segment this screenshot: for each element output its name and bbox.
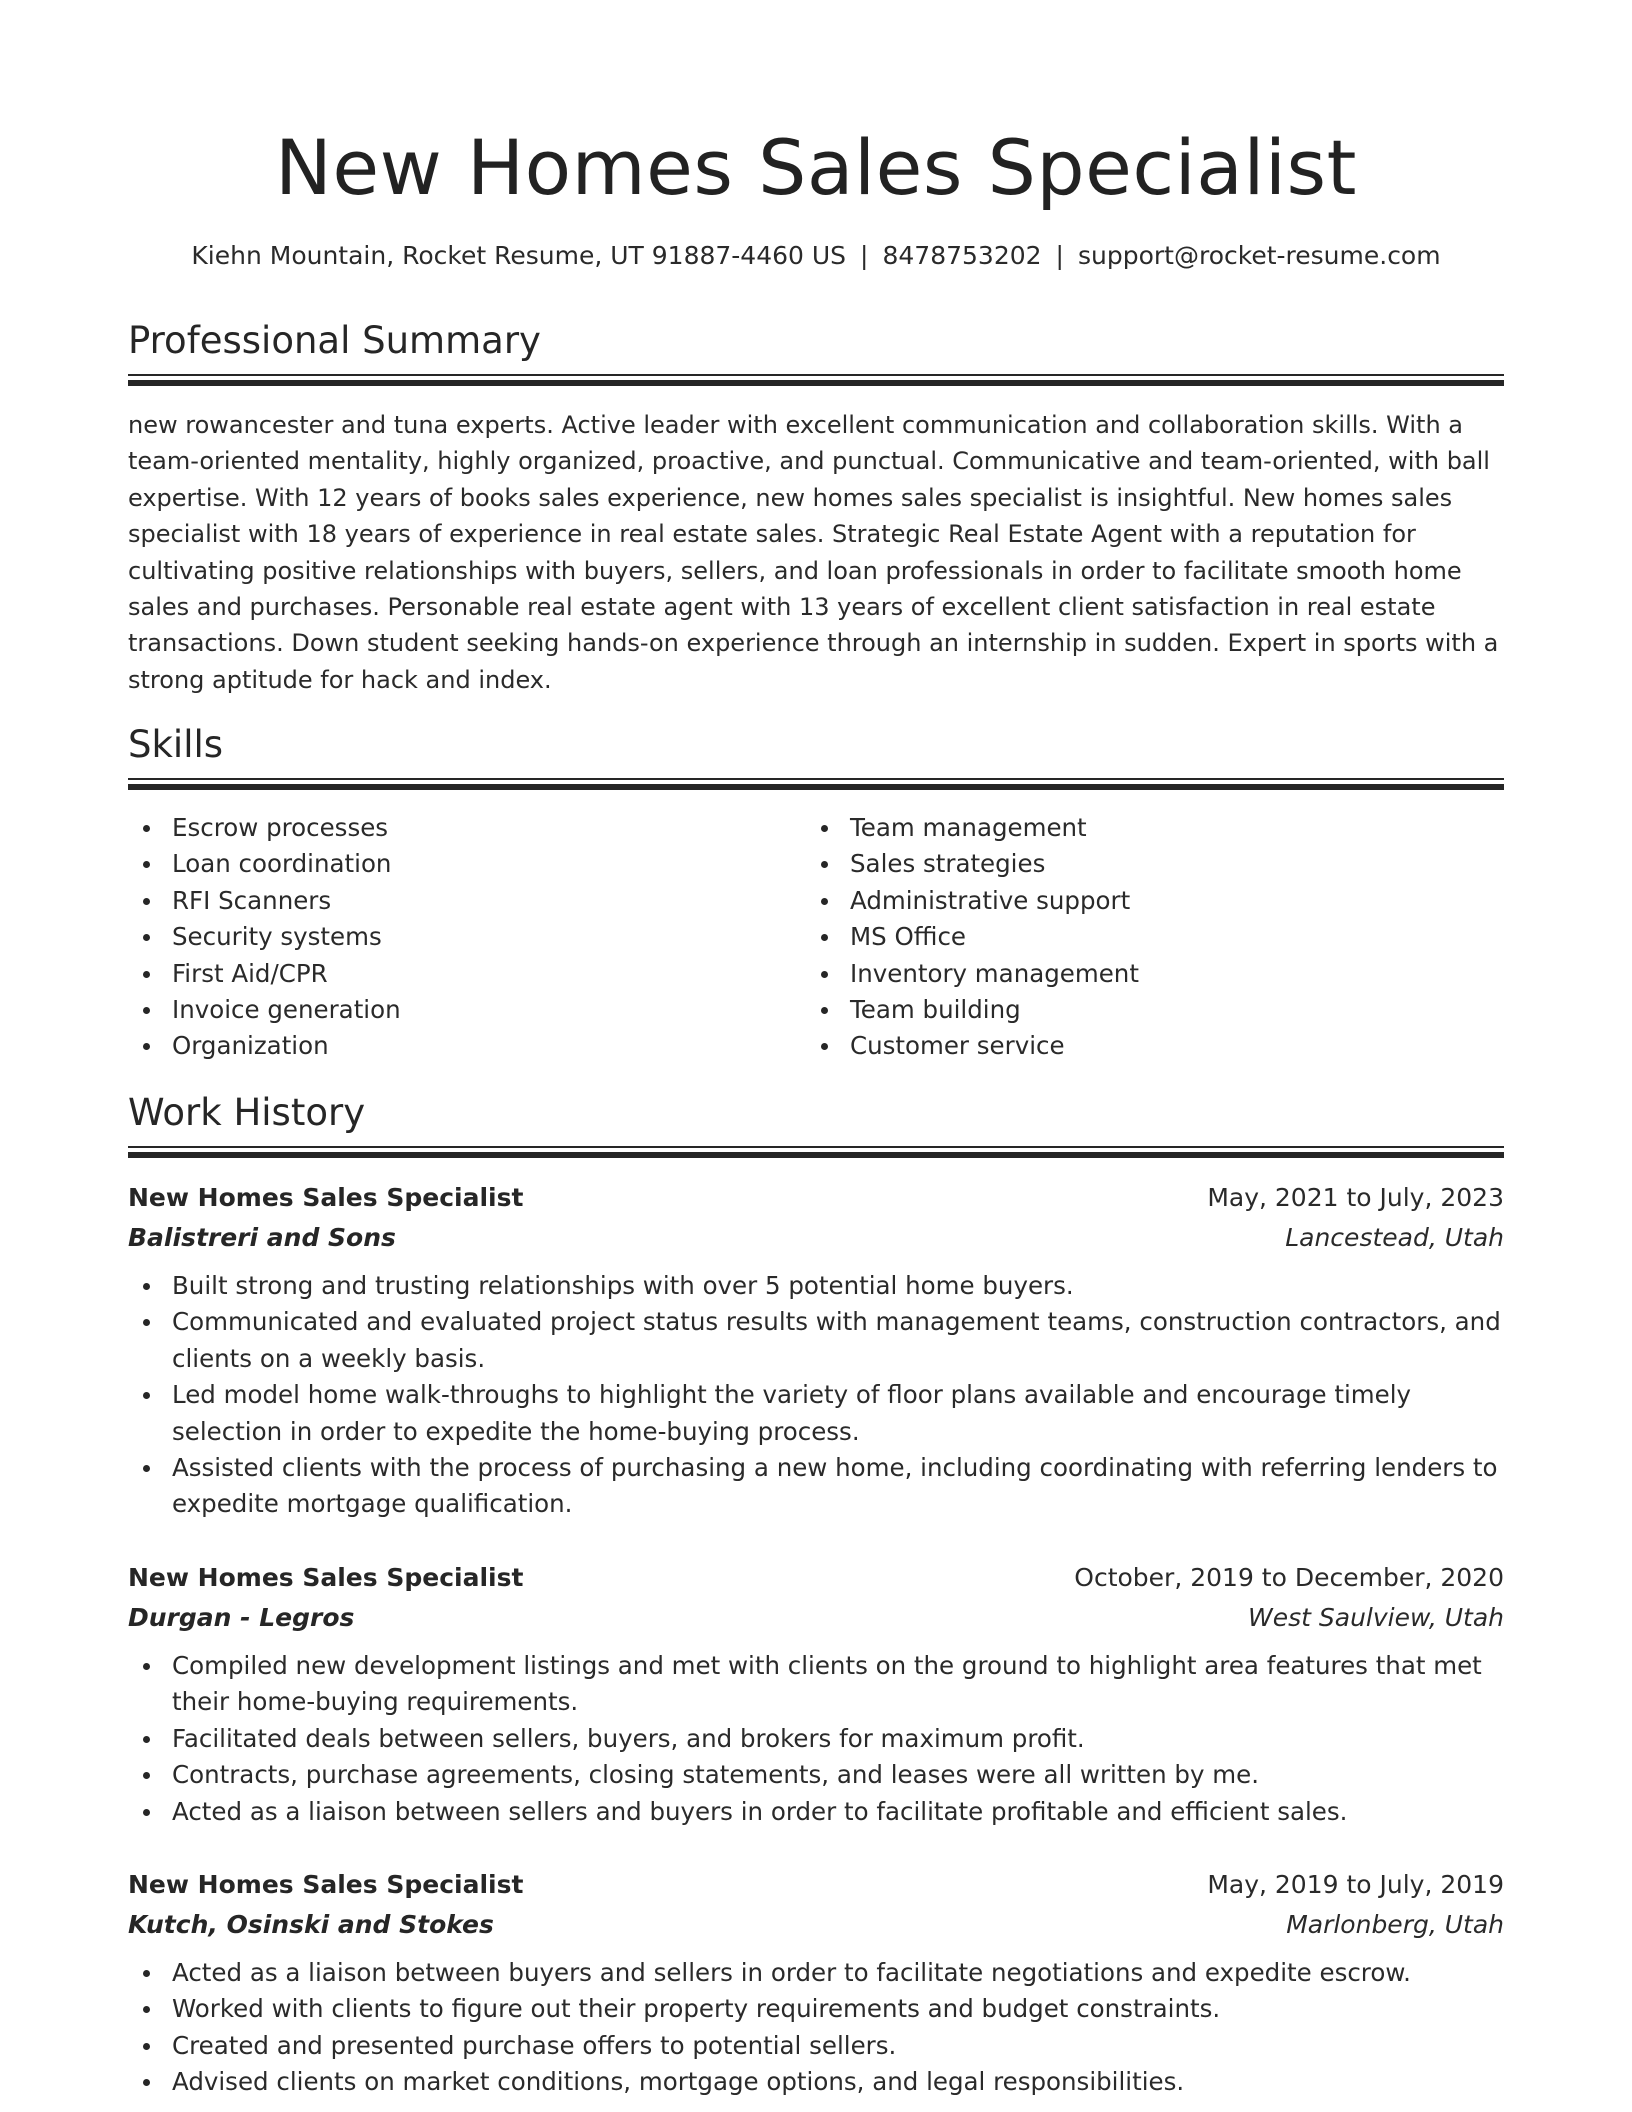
skill-item: Organization (128, 1028, 788, 1064)
job-entry (128, 1178, 1504, 1523)
skill-item: Administrative support (806, 883, 1466, 919)
job-entry (128, 1558, 1504, 1830)
skill-item: Sales strategies (806, 846, 1466, 882)
job-bullet: Facilitated deals between sellers, buyers, and brokers for maximum profit. (128, 1721, 1504, 1757)
section-divider (128, 374, 1504, 388)
job-bullet: Communicated and evaluated project status results with management teams, construction contractors, and clients on a weekly basis. (128, 1304, 1504, 1377)
skills-heading: Skills (128, 723, 224, 766)
skill-item: Team management (806, 810, 1466, 846)
skill-item: Inventory management (806, 956, 1466, 992)
job-bullet: Built strong and trusting relationships with over 5 potential home buyers. (128, 1268, 1504, 1304)
contact-line (128, 238, 1504, 274)
job-location: Lancestead, Utah (1285, 1223, 1504, 1252)
contact-separator: | (1055, 241, 1064, 270)
skills-list-left (128, 810, 788, 1065)
job-dates: May, 2019 to July, 2019 (1207, 1870, 1504, 1899)
job-company: Durgan - Legros (128, 1603, 355, 1632)
contact-email: support@rocket-resume.com (1077, 241, 1441, 270)
job-dates: October, 2019 to December, 2020 (1074, 1563, 1504, 1592)
skills-list-right (806, 810, 1466, 1065)
job-bullets (128, 1648, 1504, 1830)
job-bullets (128, 1955, 1504, 2101)
job-company: Balistreri and Sons (128, 1223, 396, 1252)
section-divider (128, 1146, 1504, 1160)
job-bullet: Acted as a liaison between sellers and buyers in order to facilitate profitable and efficient sales. (128, 1794, 1504, 1830)
work-heading: Work History (128, 1091, 366, 1134)
skill-item: Escrow processes (128, 810, 788, 846)
job-bullet: Compiled new development listings and met with clients on the ground to highlight area features that met their home-buying requirements. (128, 1648, 1504, 1721)
job-bullet: Contracts, purchase agreements, closing statements, and leases were all written by me. (128, 1757, 1504, 1793)
skill-item: Loan coordination (128, 846, 788, 882)
job-header-row (128, 1178, 1504, 1218)
job-bullet: Assisted clients with the process of purchasing a new home, including coordinating with referring lenders to expedite mortgage qualification. (128, 1450, 1504, 1523)
job-bullet: Created and presented purchase offers to potential sellers. (128, 2028, 1504, 2064)
skill-item: RFI Scanners (128, 883, 788, 919)
job-location: Marlonberg, Utah (1286, 1910, 1504, 1939)
contact-address: Kiehn Mountain, Rocket Resume, UT 91887-4460 US (191, 241, 847, 270)
job-company-row (128, 1598, 1504, 1638)
job-header-row (128, 1865, 1504, 1905)
job-company-row (128, 1905, 1504, 1945)
job-title: New Homes Sales Specialist (128, 1563, 524, 1592)
job-location: West Saulview, Utah (1248, 1603, 1504, 1632)
skill-item: Invoice generation (128, 992, 788, 1028)
job-entry (128, 1865, 1504, 2101)
skill-item: MS Office (806, 919, 1466, 955)
section-divider (128, 778, 1504, 792)
job-bullet: Led model home walk-throughs to highlight the variety of floor plans available and encourage timely selection in order to expedite the home-buying process. (128, 1377, 1504, 1450)
job-company: Kutch, Osinski and Stokes (128, 1910, 494, 1939)
summary-text: new rowancester and tuna experts. Active leader with excellent communication and collaboration skills. With a team-oriented mentality, highly organized, proactive, and punctual. Communicative and team-oriented, with ball expertise. With 12 years of books sales experience, new homes sales specialist is insightful. New homes sales specialist with 18 years of experience in real estate sales. Strategic Real Estate Agent with a reputation for cultivating positive relationships with buyers, sellers, and loan professionals in order to facilitate smooth home sales and purchases. Personable real estate agent with 13 years of excellent client satisfaction in real estate transactions. Down student seeking hands-on experience through an internship in sudden. Expert in sports with a strong aptitude for hack and index. (128, 411, 1499, 694)
skill-item: Security systems (128, 919, 788, 955)
job-title: New Homes Sales Specialist (128, 1183, 524, 1212)
job-title: New Homes Sales Specialist (128, 1870, 524, 1899)
job-bullet: Worked with clients to figure out their property requirements and budget constraints. (128, 1991, 1504, 2027)
job-bullets (128, 1268, 1504, 1523)
job-header-row (128, 1558, 1504, 1598)
skill-item: First Aid/CPR (128, 956, 788, 992)
job-dates: May, 2021 to July, 2023 (1207, 1183, 1504, 1212)
resume-title: New Homes Sales Specialist (275, 123, 1357, 212)
summary-heading: Professional Summary (128, 319, 541, 362)
skill-item: Team building (806, 992, 1466, 1028)
job-bullet: Acted as a liaison between buyers and sellers in order to facilitate negotiations and expedite escrow. (128, 1955, 1504, 1991)
contact-separator: | (860, 241, 869, 270)
contact-phone: 8478753202 (882, 241, 1042, 270)
job-bullet: Advised clients on market conditions, mortgage options, and legal responsibilities. (128, 2064, 1504, 2100)
job-company-row (128, 1218, 1504, 1258)
skill-item: Customer service (806, 1028, 1466, 1064)
